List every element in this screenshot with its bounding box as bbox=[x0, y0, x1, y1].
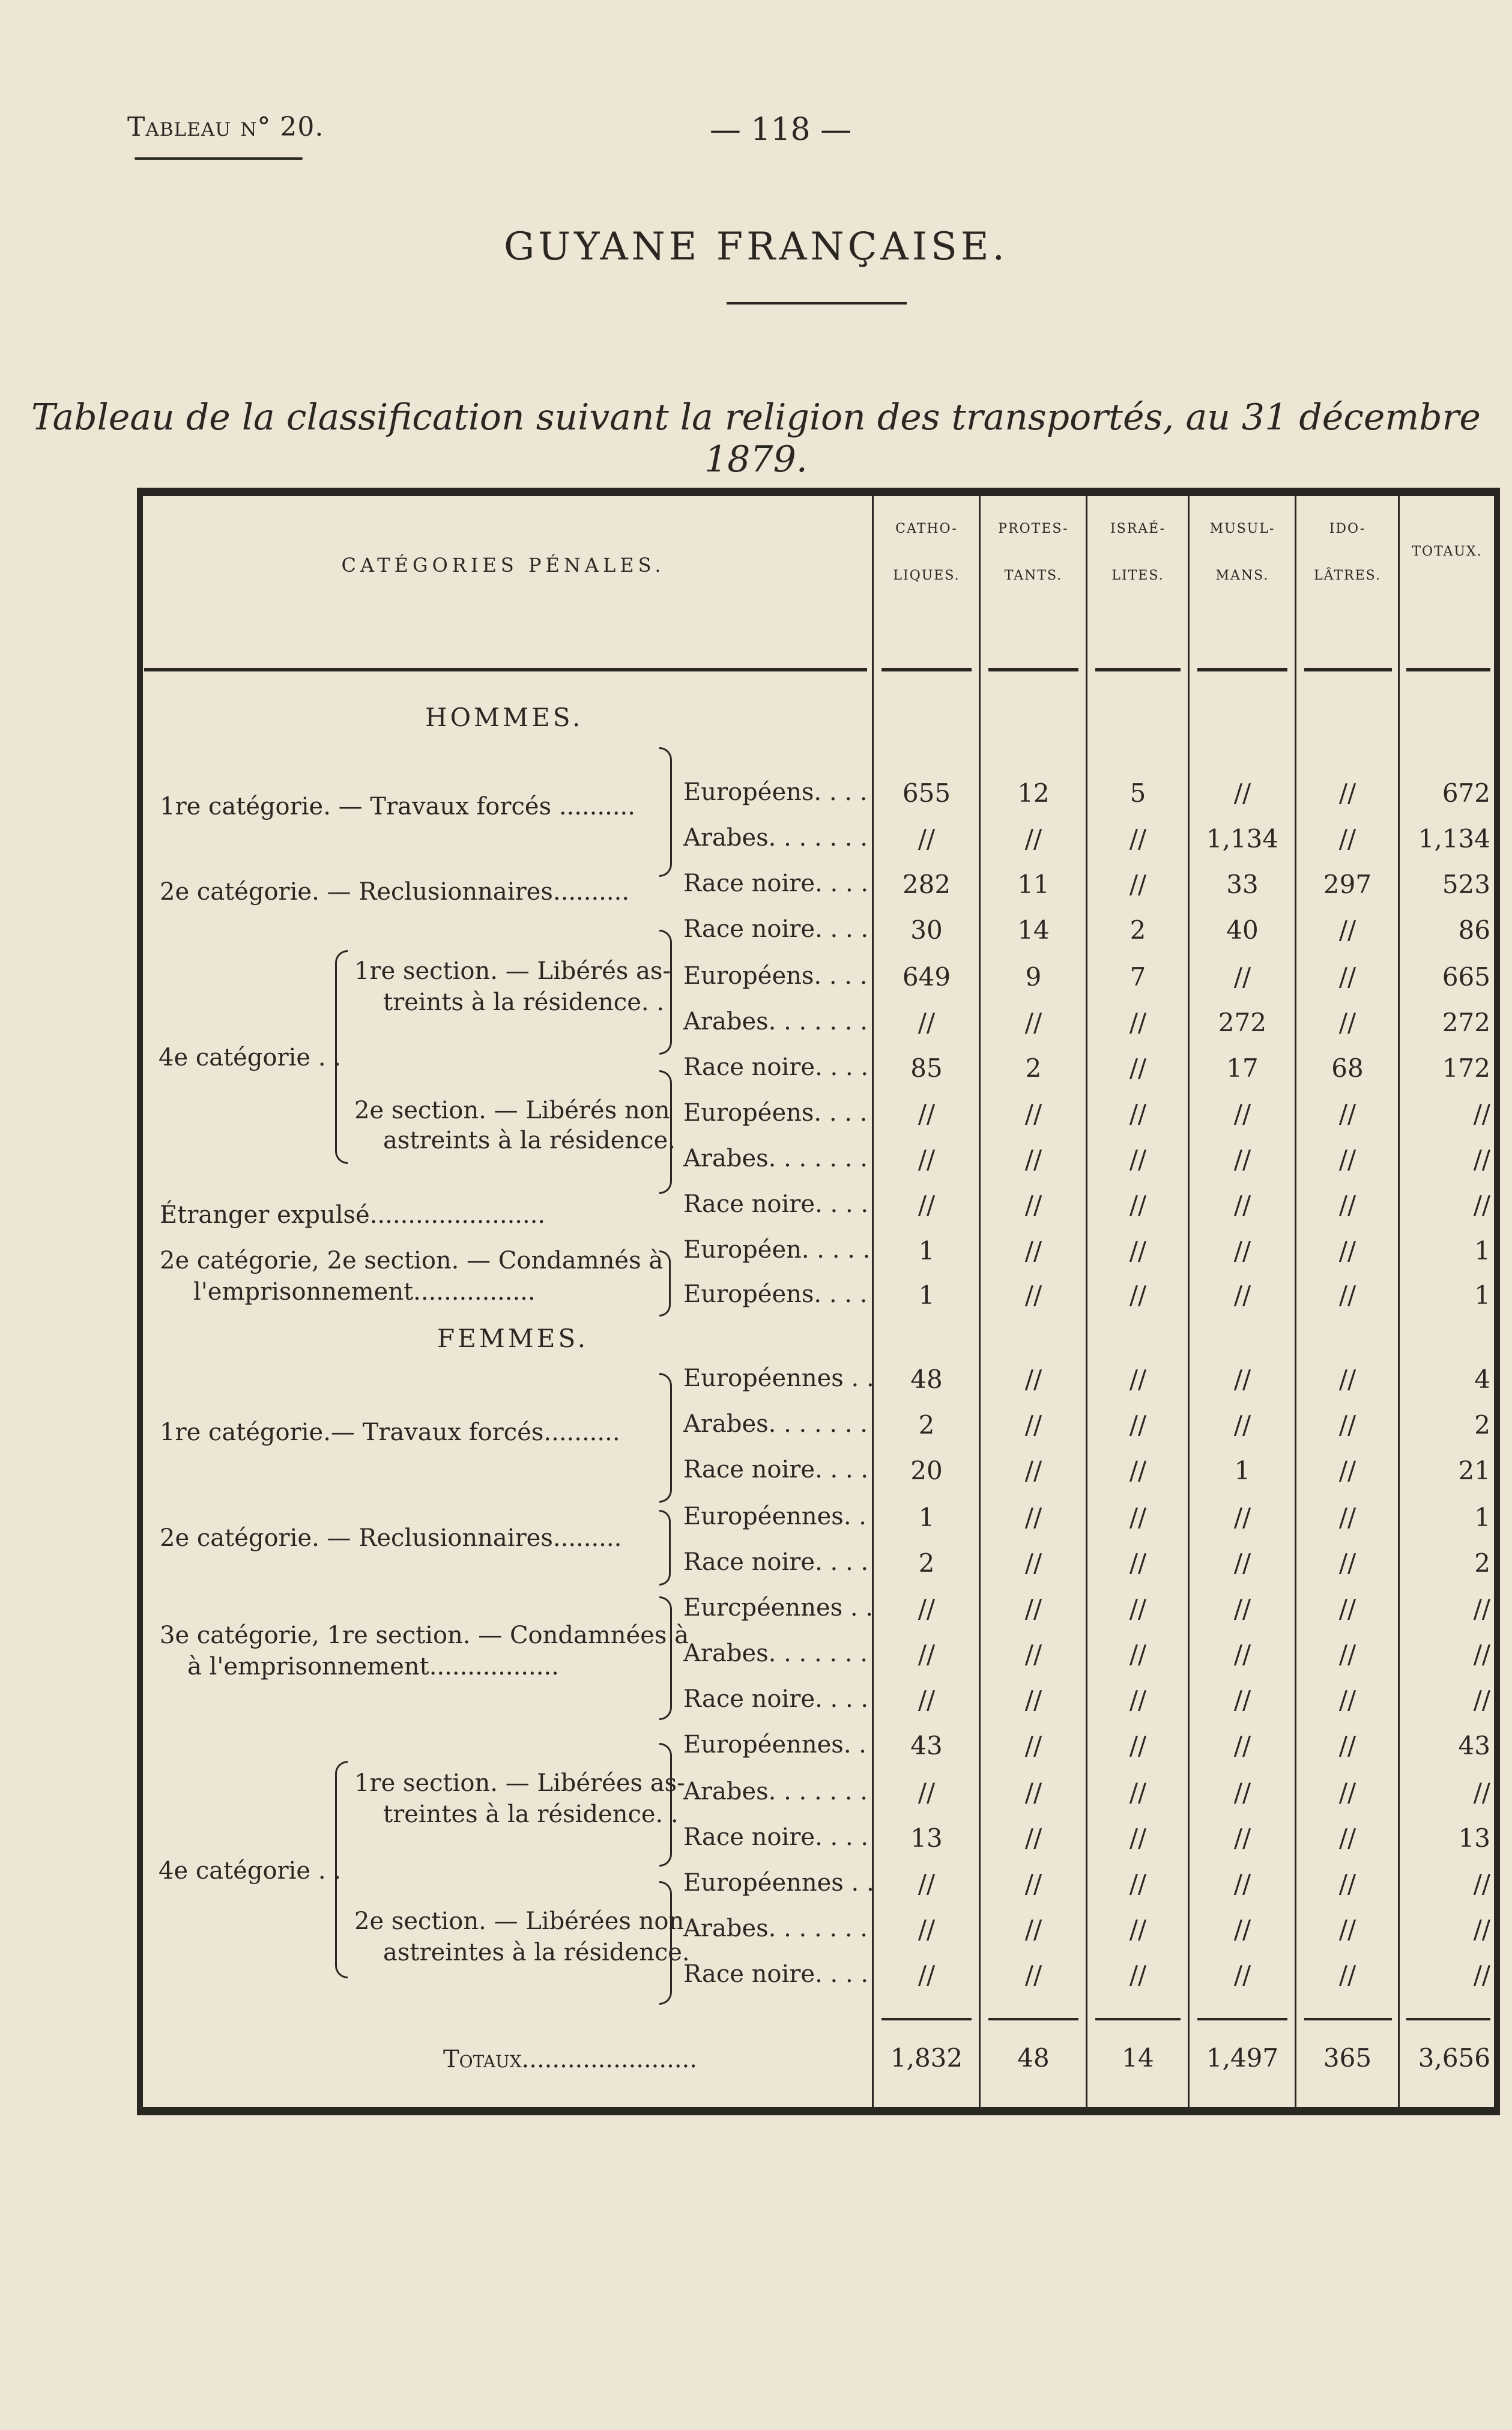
row-subcategory: Européens. . . . bbox=[683, 1099, 868, 1127]
row-value: // bbox=[1024, 1960, 1042, 1990]
row-value: // bbox=[1129, 1365, 1147, 1394]
row-subcategory: Race noire. . . . bbox=[683, 915, 869, 943]
row-subcategory: Race noire. . . . bbox=[683, 1960, 869, 1988]
label-h-cat4-s1-line2: treints à la résidence. . bbox=[383, 989, 665, 1016]
row-total: // bbox=[1473, 1869, 1490, 1898]
row-subcategory: Européennes . . bbox=[683, 1365, 874, 1392]
row-value: // bbox=[1338, 1503, 1356, 1532]
table-subtitle: Tableau de la classification suivant la religion des transportés, au 31 décembre 1879. bbox=[31, 396, 1481, 480]
grand-total: 14 bbox=[1122, 2043, 1154, 2073]
row-value: // bbox=[1129, 1099, 1147, 1129]
row-value: 649 bbox=[902, 962, 951, 992]
row-value: // bbox=[918, 1915, 936, 1944]
row-total: 4 bbox=[1474, 1365, 1490, 1394]
row-value: // bbox=[1233, 1099, 1251, 1129]
row-value: // bbox=[1233, 1190, 1251, 1220]
row-value: // bbox=[1129, 1008, 1147, 1037]
row-value: // bbox=[1338, 1685, 1356, 1715]
row-value: // bbox=[1129, 1236, 1147, 1265]
row-value: // bbox=[918, 1099, 936, 1129]
row-value: // bbox=[918, 1685, 936, 1715]
section-femmes: FEMMES. bbox=[437, 1324, 589, 1353]
row-value: // bbox=[1233, 1915, 1251, 1944]
label-h-cat2-s2-line1: 2e catégorie, 2e section. — Condamnés à bbox=[160, 1247, 664, 1274]
row-value: // bbox=[1338, 1410, 1356, 1440]
row-value: 40 bbox=[1226, 915, 1259, 945]
brace bbox=[659, 1070, 672, 1194]
row-value: // bbox=[1129, 1410, 1147, 1440]
row-total: 43 bbox=[1458, 1731, 1490, 1760]
row-subcategory: Arabes. . . . . . . bbox=[683, 1640, 868, 1667]
header-rule-col bbox=[988, 668, 1078, 671]
religion-table bbox=[137, 488, 1500, 2115]
table-number: Tableau n° 20. bbox=[127, 112, 324, 142]
row-value: 2 bbox=[918, 1548, 935, 1578]
label-f-cat4-s1-line2: treintes à la résidence. . bbox=[383, 1801, 679, 1828]
brace bbox=[659, 747, 672, 877]
row-subcategory: Race noire. . . . bbox=[683, 1053, 869, 1081]
row-value: // bbox=[1233, 1594, 1251, 1623]
row-value: // bbox=[1129, 1960, 1147, 1990]
grand-total: 1,832 bbox=[890, 2043, 963, 2073]
row-value: // bbox=[1233, 1548, 1251, 1578]
header-rule-col bbox=[1304, 668, 1392, 671]
row-value: // bbox=[1129, 1685, 1147, 1715]
row-value: // bbox=[1129, 824, 1147, 853]
row-value: // bbox=[1129, 1915, 1147, 1944]
label-f-cat3-line1: 3e catégorie, 1re section. — Condamnées à bbox=[160, 1622, 689, 1649]
row-value: 48 bbox=[910, 1365, 943, 1394]
footer-rule-col bbox=[1406, 2018, 1490, 2020]
row-value: // bbox=[918, 1145, 936, 1174]
footer-rule-col bbox=[881, 2018, 972, 2020]
row-value: 1 bbox=[918, 1280, 935, 1310]
row-total: 1,134 bbox=[1418, 824, 1490, 853]
row-subcategory: Arabes. . . . . . . bbox=[683, 1008, 868, 1035]
label-f-cat4-s2-line2: astreintes à la résidence. bbox=[383, 1939, 690, 1966]
row-value: // bbox=[1129, 1503, 1147, 1532]
row-value: // bbox=[1129, 1594, 1147, 1623]
row-value: // bbox=[1024, 1145, 1042, 1174]
row-value: // bbox=[1233, 1823, 1251, 1853]
label-etranger: Étranger expulsé....................... bbox=[160, 1201, 546, 1229]
row-total: 86 bbox=[1458, 915, 1490, 945]
row-total: // bbox=[1473, 1915, 1490, 1944]
label-h-cat2-s2-line2: l'emprisonnement................ bbox=[193, 1278, 536, 1306]
brace bbox=[659, 1510, 671, 1586]
row-value: // bbox=[1129, 1869, 1147, 1898]
header-protestants: PROTES- TANTS. bbox=[998, 521, 1069, 583]
row-value: // bbox=[1338, 1869, 1356, 1898]
row-value: // bbox=[1024, 1823, 1042, 1853]
row-value: // bbox=[918, 1594, 936, 1623]
row-value: // bbox=[1233, 1365, 1251, 1394]
row-value: 33 bbox=[1226, 870, 1259, 899]
row-total: 523 bbox=[1442, 870, 1490, 899]
row-value: // bbox=[1338, 1190, 1356, 1220]
label-h-cat4-s1-line1: 1re section. — Libérés as- bbox=[354, 957, 671, 985]
brace bbox=[659, 930, 672, 1055]
row-value: // bbox=[1338, 1456, 1356, 1485]
row-value: // bbox=[1024, 1503, 1042, 1532]
label-f-cat4-s2-line1: 2e section. — Libérées non bbox=[354, 1907, 685, 1935]
label-h-cat2: 2e catégorie. — Reclusionnaires.......... bbox=[160, 878, 630, 906]
header-rule-col bbox=[1406, 668, 1490, 671]
row-value: // bbox=[1338, 1099, 1356, 1129]
row-value: // bbox=[1338, 778, 1356, 808]
row-value: // bbox=[1233, 1640, 1251, 1669]
row-value: // bbox=[1129, 1145, 1147, 1174]
row-value: 272 bbox=[1218, 1008, 1267, 1037]
row-value: // bbox=[1129, 870, 1147, 899]
row-value: // bbox=[1338, 1915, 1356, 1944]
row-value: // bbox=[1129, 1778, 1147, 1807]
label-f-cat3-line2: à l'emprisonnement................. bbox=[187, 1653, 559, 1680]
header-idolatres: IDO- LÂTRES. bbox=[1314, 521, 1381, 583]
row-total: // bbox=[1473, 1594, 1490, 1623]
row-value: // bbox=[1233, 1960, 1251, 1990]
header-rule-col bbox=[1095, 668, 1181, 671]
row-value: 7 bbox=[1129, 962, 1146, 992]
row-value: 13 bbox=[910, 1823, 943, 1853]
row-total: // bbox=[1473, 1145, 1490, 1174]
row-value: // bbox=[1024, 1731, 1042, 1760]
header-rule-col bbox=[881, 668, 972, 671]
grand-total: 3,656 bbox=[1418, 2043, 1490, 2073]
row-value: // bbox=[1233, 1731, 1251, 1760]
row-value: // bbox=[1233, 778, 1251, 808]
row-value: // bbox=[918, 1640, 936, 1669]
row-value: 282 bbox=[902, 870, 951, 899]
row-subcategory: Européens. . . . bbox=[683, 778, 868, 806]
row-value: // bbox=[1233, 1869, 1251, 1898]
footer-rule-col bbox=[1304, 2018, 1392, 2020]
row-total: 13 bbox=[1458, 1823, 1490, 1853]
row-value: // bbox=[1129, 1823, 1147, 1853]
row-total: // bbox=[1473, 1685, 1490, 1715]
row-value: // bbox=[918, 1869, 936, 1898]
row-value: 43 bbox=[910, 1731, 943, 1760]
row-subcategory: Arabes. . . . . . . bbox=[683, 1145, 868, 1172]
row-subcategory: Race noire. . . . bbox=[683, 1456, 869, 1483]
brace bbox=[659, 1373, 672, 1503]
row-value: // bbox=[1024, 1548, 1042, 1578]
row-value: // bbox=[1338, 1008, 1356, 1037]
row-value: 85 bbox=[910, 1053, 943, 1083]
table-right-border bbox=[1494, 488, 1500, 2115]
row-total: 672 bbox=[1442, 778, 1490, 808]
row-subcategory: Européennes. . bbox=[683, 1731, 866, 1759]
page-number: — 118 — bbox=[709, 112, 852, 148]
row-value: // bbox=[1129, 1053, 1147, 1083]
row-subcategory: Européens. . . . bbox=[683, 1280, 868, 1308]
page-title: GUYANE FRANÇAISE. bbox=[504, 225, 1008, 269]
footer-rule-col bbox=[1197, 2018, 1287, 2020]
row-value: // bbox=[918, 824, 936, 853]
row-value: // bbox=[1338, 1145, 1356, 1174]
row-value: // bbox=[1129, 1640, 1147, 1669]
row-value: // bbox=[1024, 1190, 1042, 1220]
row-value: 20 bbox=[910, 1456, 943, 1485]
row-value: 2 bbox=[1025, 1053, 1042, 1083]
row-subcategory: Arabes. . . . . . . bbox=[683, 1778, 868, 1805]
row-value: 17 bbox=[1226, 1053, 1259, 1083]
row-total: 21 bbox=[1458, 1456, 1490, 1485]
row-value: 1,134 bbox=[1206, 824, 1279, 853]
row-value: 1 bbox=[918, 1236, 935, 1265]
row-total: 172 bbox=[1442, 1053, 1490, 1083]
header-catholiques: CATHO- LIQUES. bbox=[893, 521, 960, 583]
row-value: // bbox=[1129, 1456, 1147, 1485]
row-value: // bbox=[1338, 824, 1356, 853]
row-subcategory: Européens. . . . bbox=[683, 962, 868, 990]
section-hommes: HOMMES. bbox=[425, 703, 584, 732]
row-value: // bbox=[1024, 1410, 1042, 1440]
row-value: // bbox=[918, 1960, 936, 1990]
grand-total: 48 bbox=[1017, 2043, 1050, 2073]
label-h-cat1: 1re catégorie. — Travaux forcés .......... bbox=[160, 793, 635, 820]
row-subcategory: Arabes. . . . . . . bbox=[683, 1410, 868, 1438]
brace bbox=[659, 1743, 672, 1867]
row-value: // bbox=[1024, 1456, 1042, 1485]
label-f-cat4: 4e catégorie . . bbox=[159, 1857, 341, 1885]
brace bbox=[659, 1250, 671, 1317]
row-value: 30 bbox=[910, 915, 943, 945]
row-value: 11 bbox=[1017, 870, 1050, 899]
label-h-cat4-s2-line1: 2e section. — Libérés non bbox=[354, 1097, 670, 1124]
row-value: 68 bbox=[1331, 1053, 1364, 1083]
row-value: 9 bbox=[1025, 962, 1042, 992]
row-subcategory: Européennes. . bbox=[683, 1503, 866, 1530]
row-value: 12 bbox=[1017, 778, 1050, 808]
row-value: 297 bbox=[1323, 870, 1372, 899]
row-value: // bbox=[1338, 1640, 1356, 1669]
label-h-cat4: 4e catégorie . . bbox=[159, 1044, 341, 1071]
row-value: // bbox=[1233, 1778, 1251, 1807]
row-value: // bbox=[1024, 1594, 1042, 1623]
header-rule-col bbox=[1197, 668, 1287, 671]
row-value: // bbox=[1024, 1280, 1042, 1310]
header-totaux: TOTAUX. bbox=[1412, 544, 1483, 559]
footer-rule-col bbox=[1095, 2018, 1181, 2020]
label-f-cat2: 2e catégorie. — Reclusionnaires......... bbox=[160, 1524, 622, 1552]
row-value: // bbox=[1338, 1365, 1356, 1394]
row-total: 1 bbox=[1474, 1236, 1490, 1265]
row-value: // bbox=[1233, 1145, 1251, 1174]
row-value: // bbox=[1024, 1640, 1042, 1669]
row-value: // bbox=[1024, 1365, 1042, 1394]
row-value: // bbox=[1024, 1915, 1042, 1944]
row-value: // bbox=[1338, 1960, 1356, 1990]
table-bottom-border bbox=[137, 2107, 1500, 2115]
row-total: 2 bbox=[1474, 1410, 1490, 1440]
row-total: 665 bbox=[1442, 962, 1490, 992]
footer-rule-col bbox=[988, 2018, 1078, 2020]
row-subcategory: Arabes. . . . . . . bbox=[683, 824, 868, 852]
label-totaux: Totaux....................... bbox=[443, 2046, 697, 2073]
brace bbox=[659, 1881, 672, 2005]
row-total: // bbox=[1473, 1099, 1490, 1129]
row-value: // bbox=[1024, 1099, 1042, 1129]
row-value: // bbox=[1129, 1190, 1147, 1220]
row-subcategory: Eurcpéennes . . bbox=[683, 1594, 874, 1622]
row-value: // bbox=[1233, 1236, 1251, 1265]
row-value: 655 bbox=[902, 778, 951, 808]
header-musulmans: MUSUL- MANS. bbox=[1209, 521, 1275, 583]
row-value: // bbox=[1338, 962, 1356, 992]
table-top-border bbox=[137, 488, 1500, 496]
row-total: 1 bbox=[1474, 1280, 1490, 1310]
row-value: 14 bbox=[1017, 915, 1050, 945]
row-value: 1 bbox=[1234, 1456, 1251, 1485]
row-value: 2 bbox=[1129, 915, 1146, 945]
row-value: // bbox=[1338, 1778, 1356, 1807]
row-total: // bbox=[1473, 1640, 1490, 1669]
row-value: 2 bbox=[918, 1410, 935, 1440]
header-israelites: ISRAÉ- LITES. bbox=[1110, 521, 1166, 583]
row-value: // bbox=[1024, 1008, 1042, 1037]
title-rule bbox=[727, 302, 907, 305]
row-subcategory: Race noire. . . . bbox=[683, 1548, 869, 1576]
row-subcategory: Race noire. . . . bbox=[683, 1823, 869, 1851]
brace bbox=[659, 1596, 672, 1720]
row-subcategory: Race noire. . . . bbox=[683, 1685, 869, 1713]
label-h-cat4-s2-line2: astreints à la résidence. bbox=[383, 1127, 676, 1154]
row-value: // bbox=[1024, 1685, 1042, 1715]
row-subcategory: Race noire. . . . bbox=[683, 1190, 869, 1218]
row-value: // bbox=[918, 1008, 936, 1037]
header-rule-categories bbox=[144, 668, 867, 671]
row-value: 1 bbox=[918, 1503, 935, 1532]
row-value: // bbox=[1338, 915, 1356, 945]
row-subcategory: Européen. . . . . bbox=[683, 1236, 871, 1264]
row-value: // bbox=[1338, 1731, 1356, 1760]
row-value: // bbox=[1233, 1503, 1251, 1532]
row-value: // bbox=[1129, 1280, 1147, 1310]
label-f-cat1: 1re catégorie.— Travaux forcés.......... bbox=[160, 1419, 620, 1446]
row-total: 1 bbox=[1474, 1503, 1490, 1532]
row-value: // bbox=[1129, 1731, 1147, 1760]
row-total: // bbox=[1473, 1778, 1490, 1807]
header-rule bbox=[135, 157, 303, 160]
grand-total: 365 bbox=[1323, 2043, 1372, 2073]
row-subcategory: Race noire. . . . bbox=[683, 870, 869, 897]
brace bbox=[335, 950, 348, 1164]
row-value: // bbox=[1338, 1548, 1356, 1578]
row-total: // bbox=[1473, 1190, 1490, 1220]
row-value: // bbox=[1129, 1548, 1147, 1578]
header-categories: CATÉGORIES PÉNALES. bbox=[341, 554, 665, 577]
row-total: // bbox=[1473, 1960, 1490, 1990]
row-value: // bbox=[1024, 1869, 1042, 1898]
row-value: // bbox=[1024, 1778, 1042, 1807]
row-value: // bbox=[1338, 1280, 1356, 1310]
row-value: // bbox=[1024, 824, 1042, 853]
row-value: // bbox=[1338, 1823, 1356, 1853]
grand-total: 1,497 bbox=[1206, 2043, 1279, 2073]
row-total: 2 bbox=[1474, 1548, 1490, 1578]
row-value: // bbox=[918, 1190, 936, 1220]
row-subcategory: Européennes . . bbox=[683, 1869, 874, 1897]
label-f-cat4-s1-line1: 1re section. — Libérées as- bbox=[354, 1769, 685, 1797]
row-value: // bbox=[1338, 1236, 1356, 1265]
row-value: // bbox=[1233, 962, 1251, 992]
row-value: // bbox=[1024, 1236, 1042, 1265]
row-value: // bbox=[1233, 1685, 1251, 1715]
row-value: // bbox=[1338, 1594, 1356, 1623]
row-value: // bbox=[918, 1778, 936, 1807]
row-value: // bbox=[1233, 1280, 1251, 1310]
brace bbox=[335, 1761, 348, 1978]
row-subcategory: Arabes. . . . . . . bbox=[683, 1915, 868, 1942]
table-left-border bbox=[137, 488, 143, 2115]
row-value: 5 bbox=[1129, 778, 1146, 808]
row-total: 272 bbox=[1442, 1008, 1490, 1037]
row-value: // bbox=[1233, 1410, 1251, 1440]
